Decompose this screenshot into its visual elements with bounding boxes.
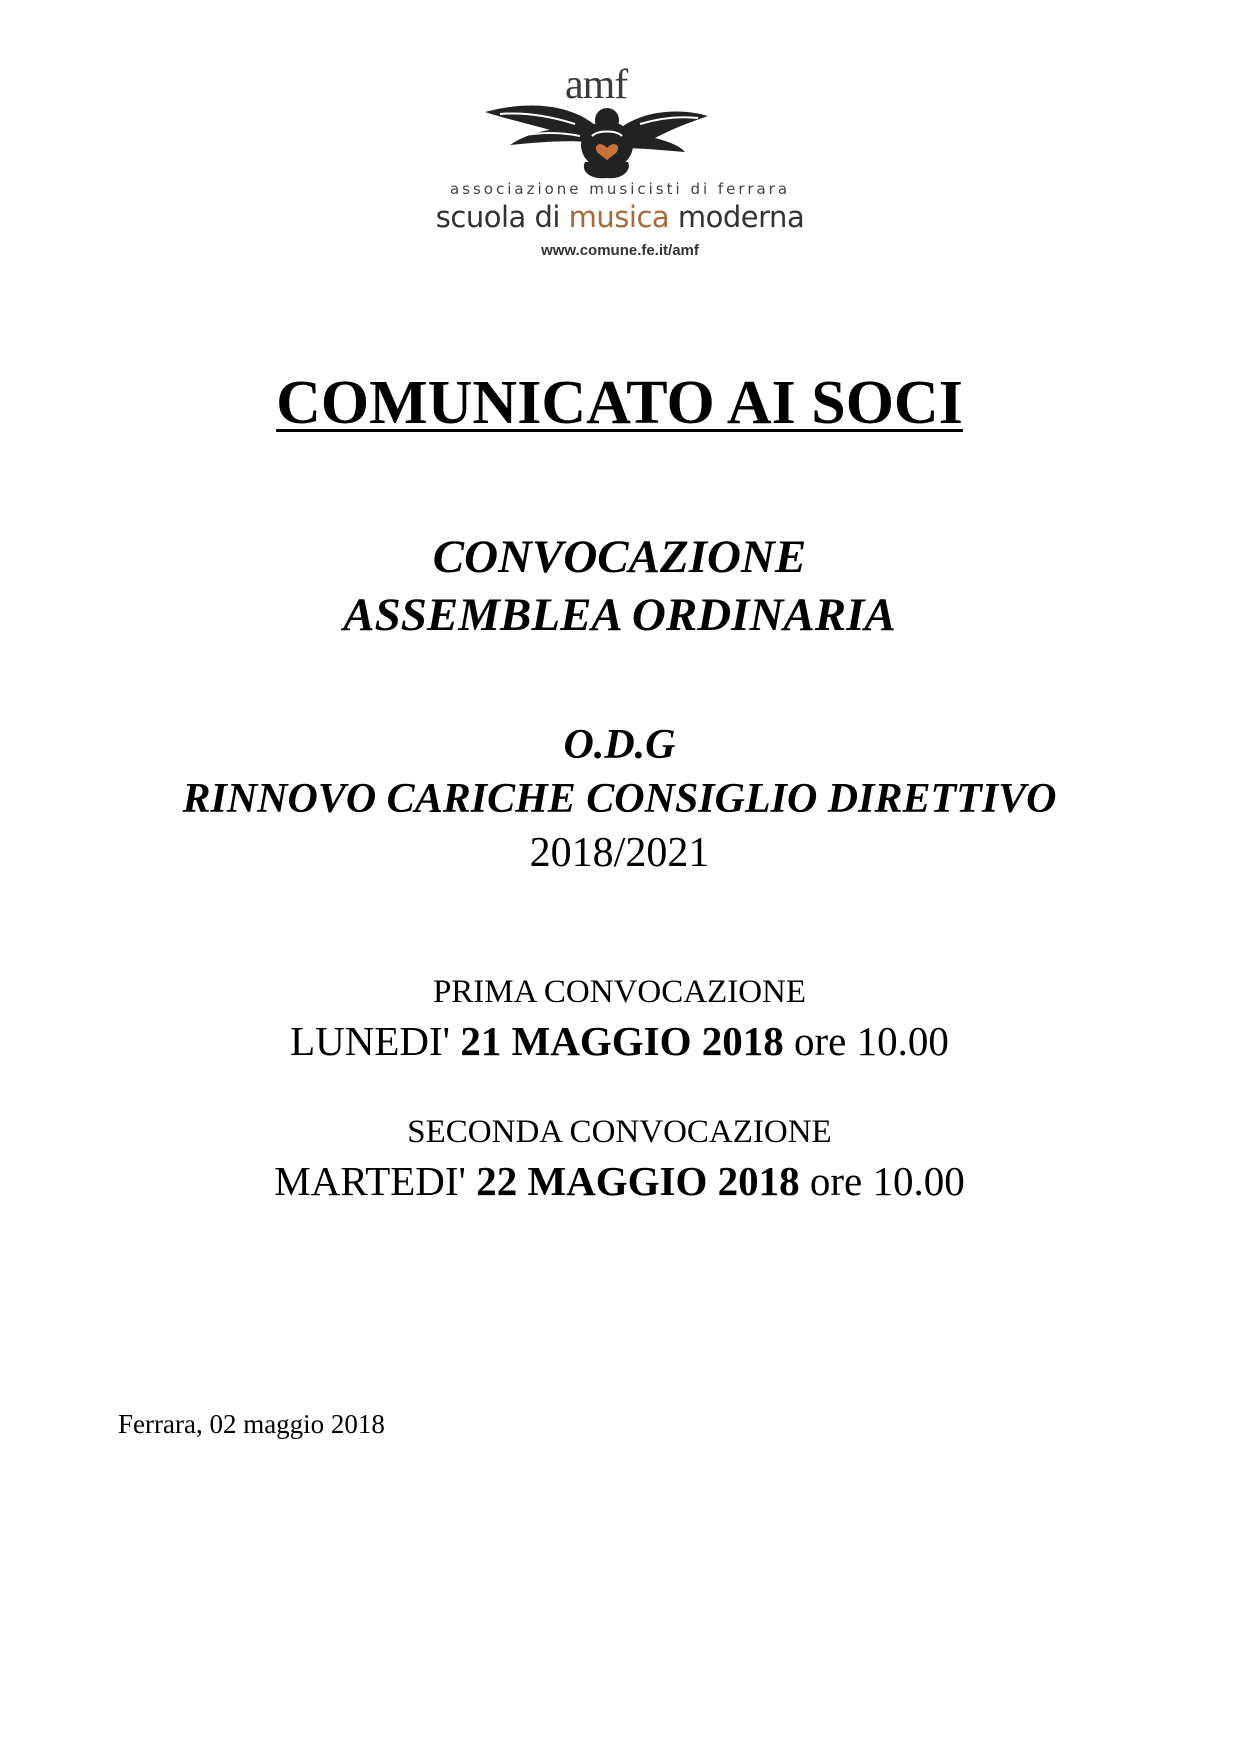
page-title: COMUNICATO AI SOCI: [276, 369, 963, 437]
amf-logo: [380, 50, 860, 259]
second-call-date-line: [0, 1156, 1239, 1206]
second-call-time: ore 10.00: [809, 1158, 965, 1204]
logo-school-name: [380, 200, 860, 234]
convocation-heading: [0, 528, 1239, 644]
logo-school-part1: scuola di: [435, 200, 569, 234]
first-call-label: PRIMA CONVOCAZIONE: [432, 974, 807, 1010]
logo-school-accent: musica: [568, 200, 670, 234]
first-call-date: 21 MAGGIO 2018: [460, 1018, 784, 1064]
logo-url: www.comune.fe.it/amf: [541, 242, 699, 259]
logo-school-part2: moderna: [669, 200, 805, 234]
convocation-line1: CONVOCAZIONE: [432, 531, 807, 583]
second-call-date: 22 MAGGIO 2018: [476, 1158, 800, 1204]
first-call-date-line: [0, 1016, 1239, 1066]
logo-amf-text: amf: [565, 62, 628, 108]
place-date: Ferrara, 02 maggio 2018: [118, 1409, 385, 1439]
agenda-item: RINNOVO CARICHE CONSIGLIO DIRETTIVO: [182, 776, 1057, 822]
second-call-day: MARTEDI': [274, 1158, 466, 1204]
agenda-label: O.D.G: [563, 722, 676, 768]
convocation-line2: ASSEMBLEA ORDINARIA: [343, 589, 896, 641]
second-call-label: SECONDA CONVOCAZIONE: [407, 1114, 832, 1150]
logo-association-name: associazione musicisti di ferrara: [449, 180, 791, 198]
first-call-time: ore 10.00: [794, 1018, 949, 1064]
first-call-day: LUNEDI': [290, 1018, 451, 1064]
agenda-years: 2018/2021: [529, 830, 710, 876]
